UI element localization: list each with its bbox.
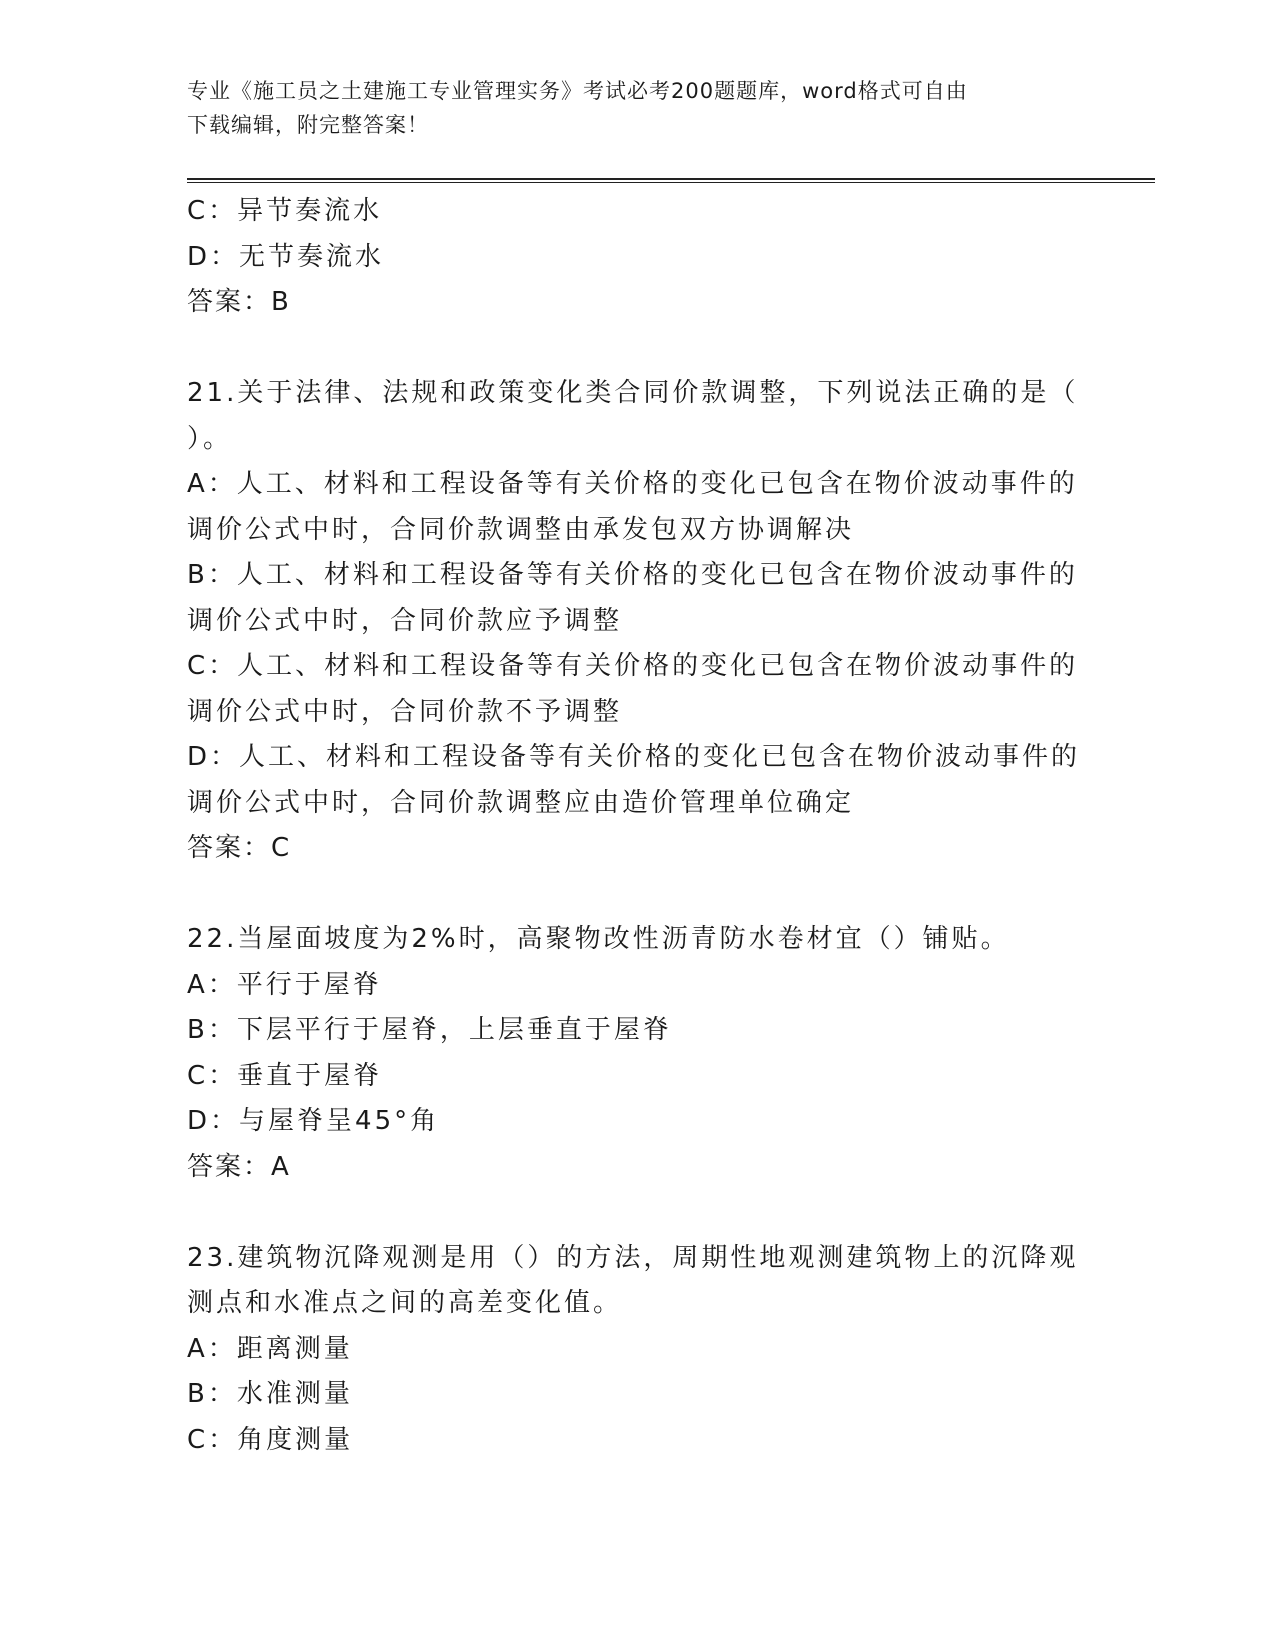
question-23 [187, 1236, 1087, 1464]
page-header [187, 74, 1067, 142]
question-stem-line: 21.关于法律、法规和政策变化类合同价款调整，下列说法正确的是（ [187, 378, 1079, 408]
header-divider [187, 178, 1155, 183]
option-a: A：人工、材料和工程设备等有关价格的变化已包含在物价波动事件的 [187, 469, 1078, 499]
previous-question-tail [187, 189, 1087, 326]
option-c: C：角度测量 [187, 1424, 354, 1455]
option-b: B：人工、材料和工程设备等有关价格的变化已包含在物价波动事件的 [187, 560, 1078, 590]
option-a: A：平行于屋脊 [187, 969, 382, 1000]
spacer [187, 326, 1087, 372]
option-a-cont: 调价公式中时，合同价款调整由承发包双方协调解决 [187, 514, 855, 545]
question-stem-line: 23.建筑物沉降观测是用（）的方法，周期性地观测建筑物上的沉降观 [187, 1242, 1079, 1273]
option-a: A：距离测量 [187, 1333, 353, 1364]
question-22 [187, 917, 1087, 1190]
option-b-cont: 调价公式中时，合同价款应予调整 [187, 605, 623, 636]
spacer [187, 872, 1087, 918]
option-d-cont: 调价公式中时，合同价款调整应由造价管理单位确定 [187, 787, 855, 818]
option-b: B：水准测量 [187, 1379, 353, 1409]
header-line-1: 专业《施工员之土建施工专业管理实务》考试必考200题题库，word格式可自由 [187, 79, 968, 103]
spacer [187, 1190, 1087, 1236]
option-c: C：垂直于屋脊 [187, 1060, 383, 1091]
option-d: D：与屋脊呈45°角 [187, 1106, 440, 1136]
option-d: D：无节奏流水 [187, 241, 385, 272]
question-21 [187, 371, 1087, 872]
option-d: D：人工、材料和工程设备等有关价格的变化已包含在物价波动事件的 [187, 742, 1081, 772]
question-stem-line: 测点和水准点之间的高差变化值。 [187, 1288, 623, 1318]
answer-line: 答案：B [187, 287, 291, 317]
option-c-cont: 调价公式中时，合同价款不予调整 [187, 696, 623, 727]
document-body [187, 189, 1087, 1463]
answer-line: 答案：A [187, 1151, 291, 1182]
answer-line: 答案：C [187, 833, 292, 863]
header-line-2: 下载编辑，附完整答案！ [187, 113, 429, 137]
question-stem-line: ）。 [187, 423, 233, 454]
option-b: B：下层平行于屋脊，上层垂直于屋脊 [187, 1015, 672, 1045]
option-c: C：异节奏流水 [187, 196, 383, 226]
question-stem-line: 22.当屋面坡度为2%时，高聚物改性沥青防水卷材宜（）铺贴。 [187, 924, 1010, 954]
option-c: C：人工、材料和工程设备等有关价格的变化已包含在物价波动事件的 [187, 651, 1079, 681]
